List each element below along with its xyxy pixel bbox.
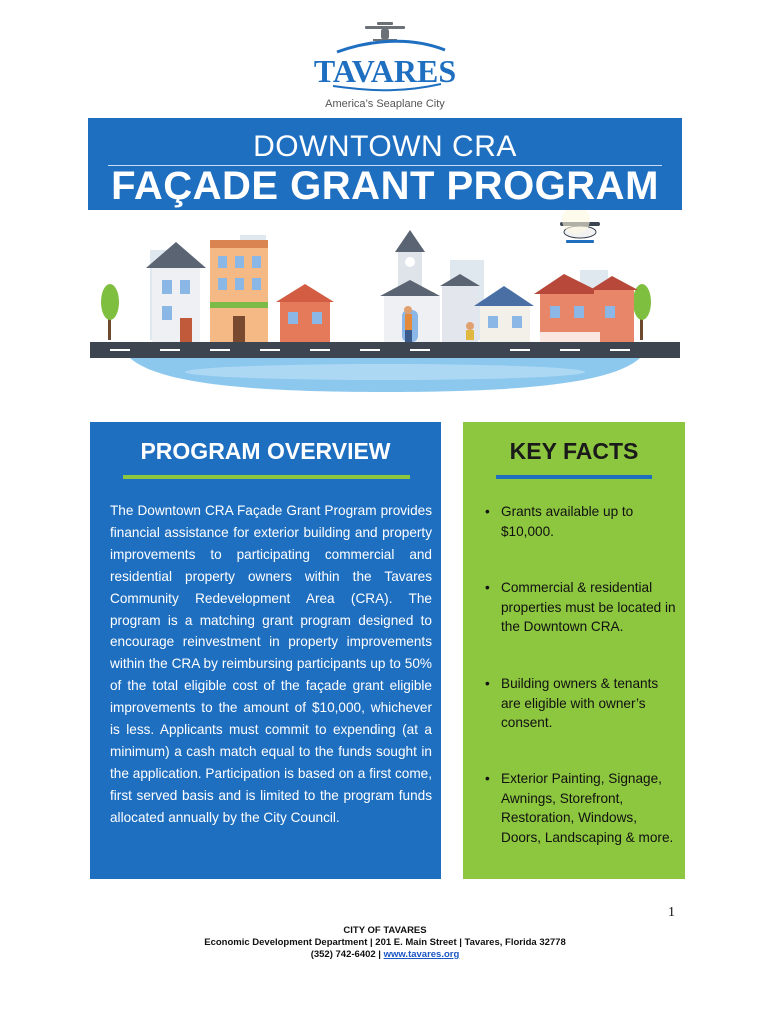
key-facts-panel — [463, 422, 685, 879]
overview-body: The Downtown CRA Façade Grant Program provides financial assistance for exterior building and property improvements to participating commercial and residential property owners within the Tavares Community Redevelopment Area (CRA). The program is a matching grant program designed to encourage reinvestment in property improvements within the CRA by reimbursing participants up to 50% of the total eligible cost of the façade grant eligible improvements to the amount of $10,000, whichever is less. Applicants must commit to expending (at a minimum) a cash match equal to the funds sought in the application. Participation is based on a first come, first served basis and is limited to the program funds allocated annually by the City Council. — [110, 503, 432, 825]
fact-text: Building owners & tenants are eligible with owner’s consent. — [501, 676, 659, 730]
overview-heading-underline — [123, 475, 410, 479]
logo-tagline: America’s Seaplane City — [325, 98, 445, 110]
fact-text: Grants available up to $10,000. — [501, 504, 634, 539]
banner-title: FAÇADE GRANT PROGRAM — [111, 164, 659, 208]
overview-heading: PROGRAM OVERVIEW — [140, 438, 391, 464]
footer — [0, 925, 770, 961]
title-banner — [88, 118, 682, 210]
banner-subtitle: DOWNTOWN CRA — [253, 130, 517, 163]
seaplane-logo-icon — [285, 20, 485, 98]
fact-item — [481, 502, 677, 541]
building-peach — [210, 240, 268, 342]
facts-heading: KEY FACTS — [509, 438, 639, 464]
page-number: 1 — [668, 905, 675, 920]
fact-text: Commercial & residential properties must be located in the Downtown CRA. — [501, 580, 676, 634]
website-link[interactable]: www.tavares.org — [383, 949, 460, 960]
bullet-icon: • — [485, 771, 490, 786]
church — [380, 230, 480, 342]
facts-heading-underline — [496, 475, 652, 479]
fact-item — [481, 769, 677, 847]
fact-item — [481, 674, 677, 733]
downtown-illustration — [90, 210, 680, 400]
footer-org: CITY OF TAVARES — [343, 925, 427, 936]
bullet-icon: • — [485, 504, 490, 519]
seaplane-icon — [560, 210, 600, 243]
city-logo — [0, 20, 770, 115]
house-red — [276, 284, 334, 342]
program-overview-panel — [90, 422, 441, 879]
footer-address: Economic Development Department | 201 E. Main Street | Tavares, Florida 32778 — [204, 937, 566, 948]
bullet-icon: • — [485, 676, 490, 691]
logo-wordmark: TAVARES — [313, 53, 457, 89]
bullet-icon: • — [485, 580, 490, 595]
fact-item — [481, 578, 677, 637]
footer-contact — [0, 949, 770, 961]
fact-text: Exterior Painting, Signage, Awnings, Storefront, Restoration, Windows, Doors, Landscaping & more. — [501, 771, 674, 845]
footer-phone: (352) 742-6402 | — [310, 949, 384, 960]
